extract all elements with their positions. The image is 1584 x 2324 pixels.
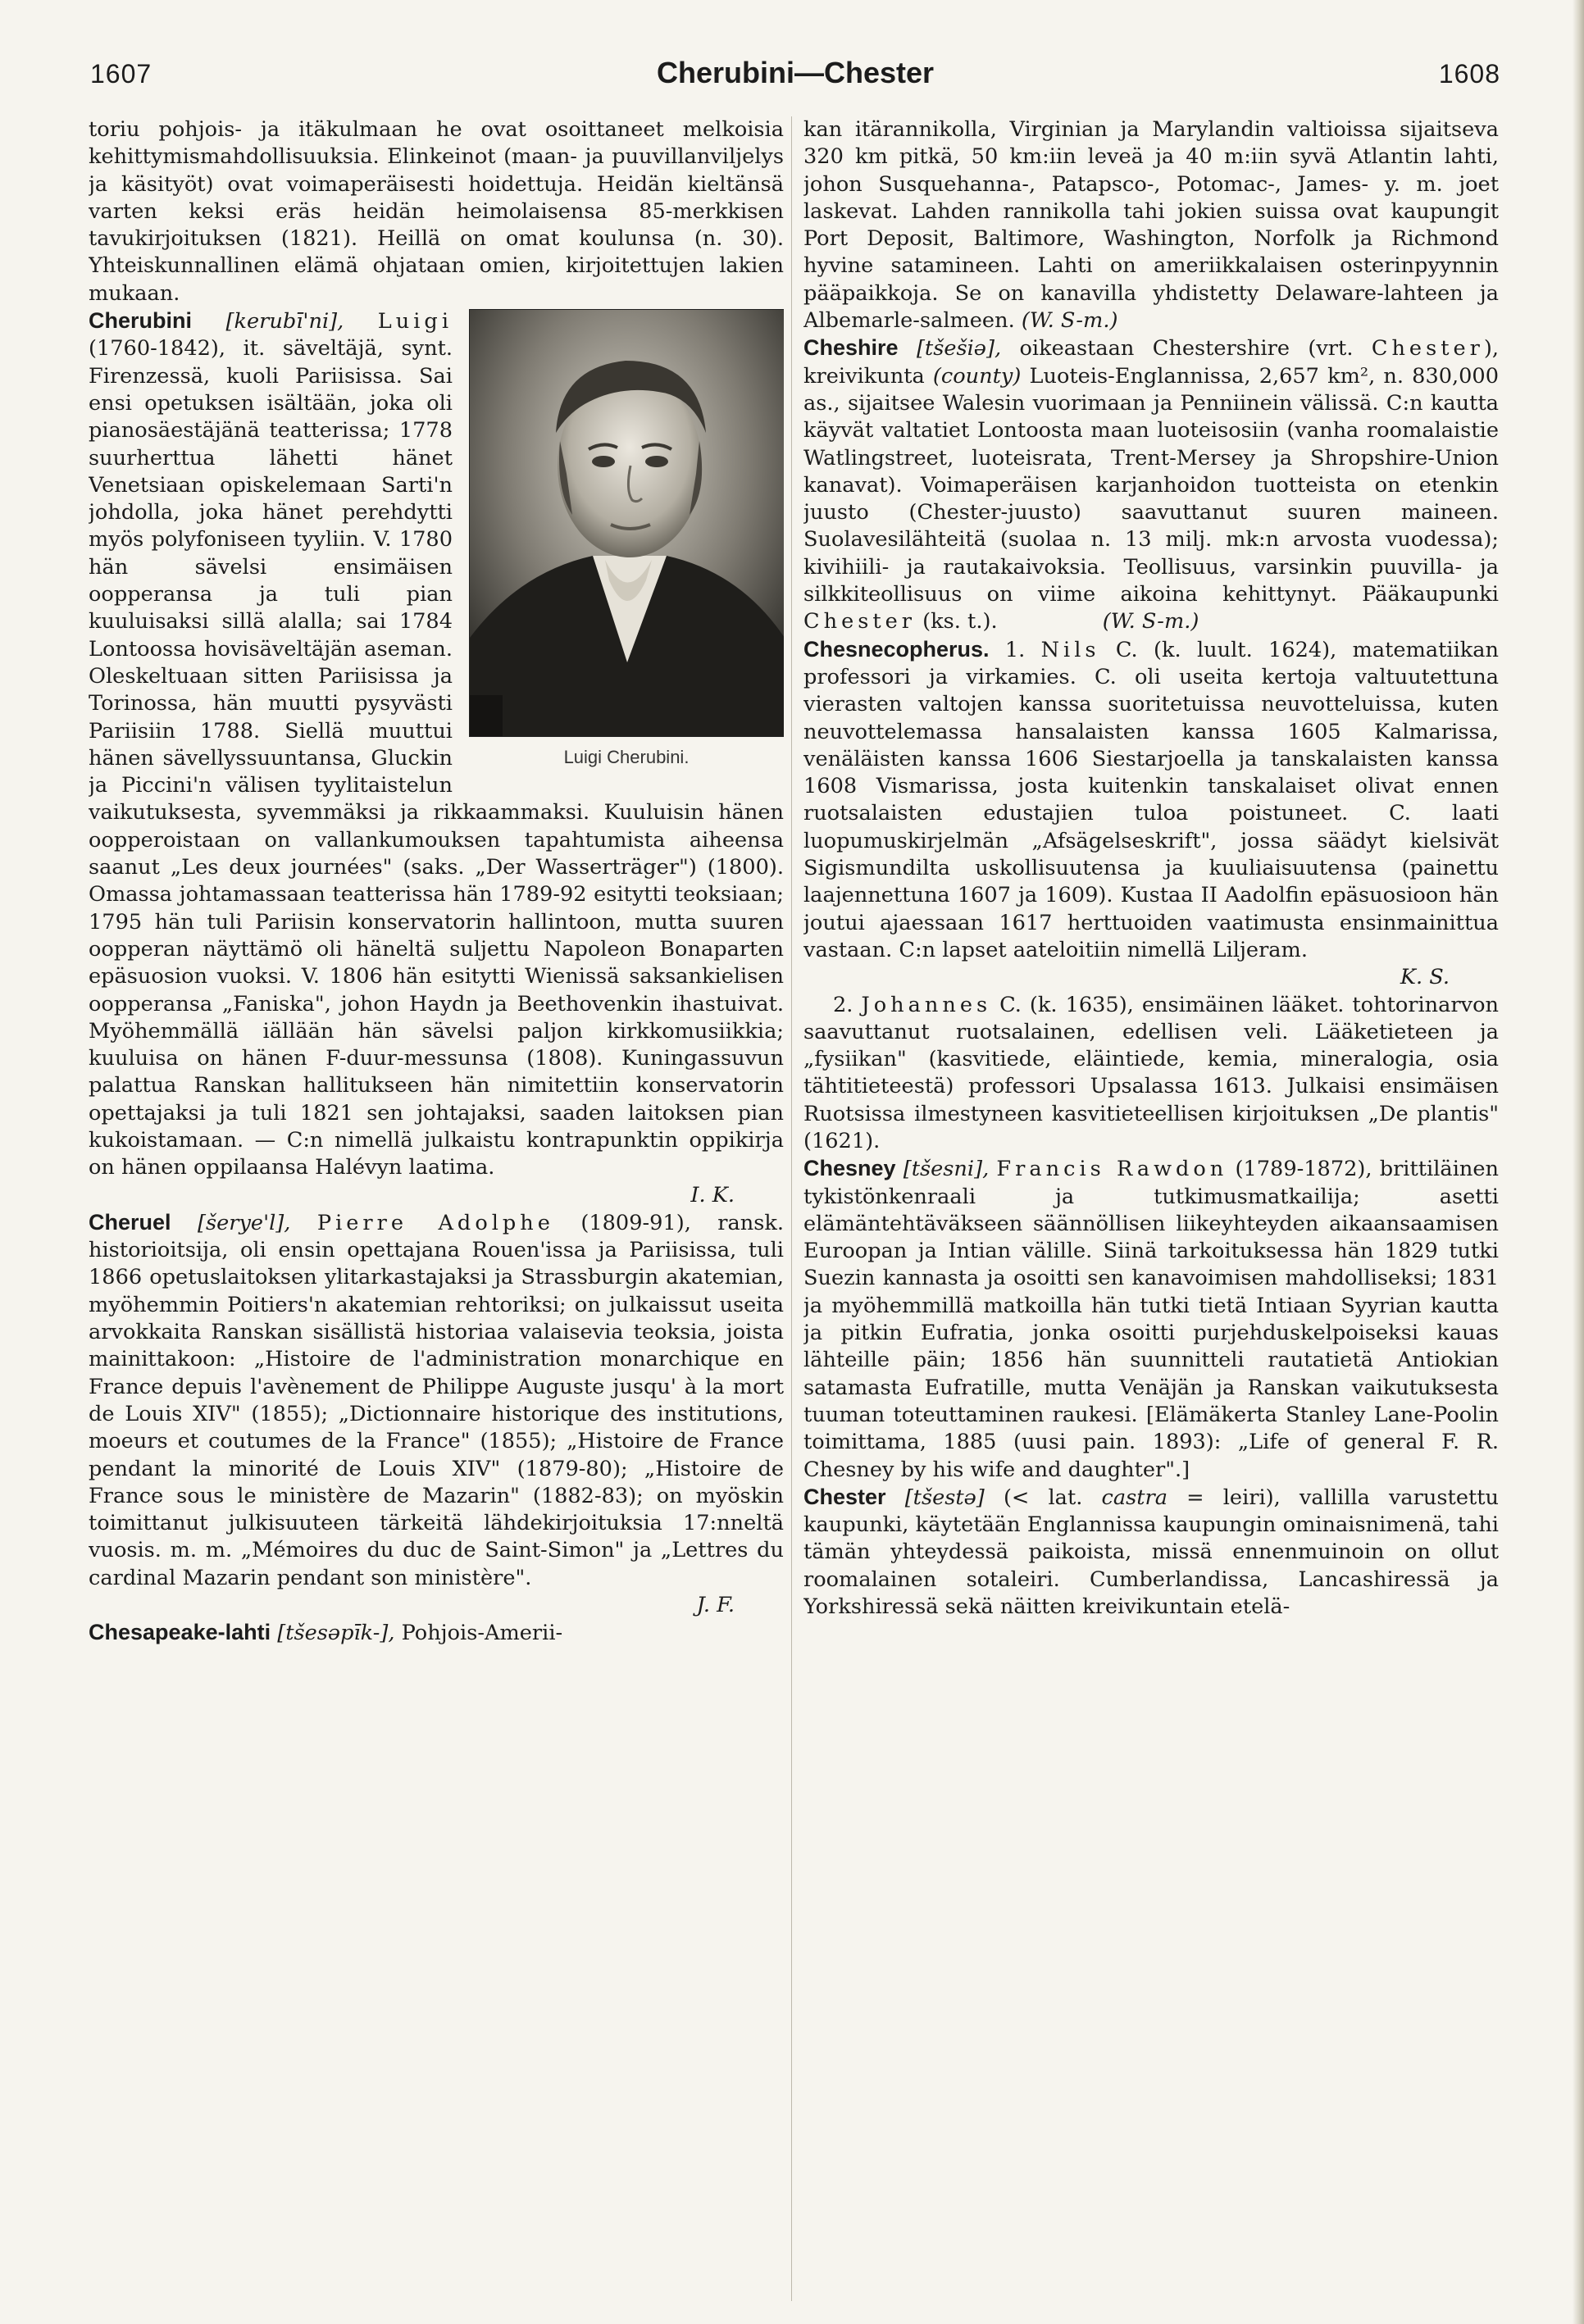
- pronunciation: [šeryе'l],: [197, 1210, 291, 1235]
- right-page-number: 1608: [1438, 59, 1500, 89]
- entry-chesnecopherus: [803, 636, 1499, 992]
- entry-chesapeake-continued: [803, 116, 1499, 334]
- portrait-image: [469, 309, 784, 737]
- author-signature: K. S.: [1400, 965, 1450, 990]
- entry-headword: Cheshire: [803, 335, 899, 361]
- entry-text: (ks. t.).: [922, 609, 998, 634]
- given-name: Johannes: [861, 992, 992, 1017]
- cross-reference: Chester: [1371, 336, 1484, 362]
- entry-number: 2.: [833, 992, 853, 1017]
- given-name: Francis Rawdon: [996, 1157, 1228, 1182]
- entry-text: C. (k. luult. 1624), matematiikan professori ja virkamies. C. oli useita kertoja valtuutettuna vierasten valtojen kanssa suoritetuissa neuvotteluissa, kuten neuvottelemassa hansalaisten kanssa 1605 Kalmarissa, venäläisten kanssa 1606 Siestarjoella ja tanskalaisten kanssa 1608 Vismarissa, josta kuitenkin tanskalaiset olivat ennen ruotsalaisten edustajien tuloa poistuneet. C. laati luopumuskirjelmän „Afsägelseskrift", jossa säädyt kielsivät Sigismundilta uskollisuutensa ja kuuliaisuutensa (painettu laajennettuna 1607 ja 1609). Kustaa II Aadolfin epäsuosioon hän joutui ajaessaan 1617 herttuoiden vaatimusta ensinmainittua vastaan. C:n lapset aateloitiin nimellä Liljeram.: [803, 637, 1499, 962]
- entry-chester: [803, 1484, 1499, 1621]
- entry-chesnecopherus-2: [803, 992, 1499, 1156]
- given-name: Luigi: [377, 309, 453, 334]
- entry-headword: Chesapeake-lahti: [89, 1620, 271, 1645]
- page-edge: [1573, 0, 1584, 2324]
- left-page-number: 1607: [90, 59, 152, 89]
- entry-chesapeake: [89, 1619, 784, 1647]
- page-header: [90, 56, 1500, 97]
- entry-text: (1789-1872), brittiläinen tykistönkenraali ja tutkimusmatkailija; asetti elämäntehtäväkseen säännöllisen liikeyhteyden aikaansaamisen Euroopan ja Intian välille. Siinä tarkoituksessa hän 1829 tutki Suezin kannasta ja osoitti sen kanavoimisen mahdolliseksi; 1831 ja myöhemmillä matkoilla hän tutki tietä Intiaan Syyrian kautta ja pitkin Eufratia, jonka osoitti purjehduskelpoiseksi kauas lähteille päin; 1856 hän suunnitteli rautatietä Antiokian satamasta Eufratille, mutta Venäjän ja Ranskan vaikutuksesta tuuman toteuttaminen raukesi. [Elämäkerta Stanley Lane-Poolin toimittama, 1885 (uusi pain. 1893): „Life of general F. R. Chesney by his wife and daughter".]: [803, 1157, 1499, 1482]
- term-note: (county): [932, 363, 1022, 389]
- entry-text: C. (k. 1635), ensimäinen lääket. tohtorinarvon saavuttanut ruotsalainen, edellisen veli. Lääketieteen ja „fysiikan" (kasvitiede, eläintiede, kemia, mineralogia, osia tähtitieteestä) professori Upsalassa 1613. Julkaisi ensimäisen Ruotsissa ilmestyneen kasvitieteellisen kirjoituksen „De plantis" (1621).: [803, 992, 1499, 1153]
- portrait-figure: [469, 309, 784, 773]
- pronunciation: [tšestə]: [904, 1485, 985, 1510]
- portrait-caption: Luigi Cherubini.: [563, 747, 690, 768]
- entry-chesney: [803, 1155, 1499, 1484]
- left-column: [89, 116, 784, 2301]
- author-signature: (W. S-m.): [1021, 308, 1118, 334]
- pronunciation: [tšesəpīk-],: [277, 1621, 395, 1646]
- entry-headword: Chesnecopherus.: [803, 636, 990, 662]
- entry-headword: Chester: [803, 1484, 886, 1509]
- continued-paragraph: toriu pohjois- ja itäkulmaan he ovat osoittaneet melkoisia kehittymismahdollisuuksia. Elinkeinot (maan- ja puuvillanviljelys ja käsityöt) ovat voimaperäisesti hoidettuja. Heidän kieltänsä varten keksi eräs heidän heimolaisensa 85-merkkisen tavukirjoituksen (1821). Heillä on omat koulunsa (n. 30). Yhteiskunnallinen elämä ohjataan omien, kirjoitettujen lakien mukaan.: [89, 117, 784, 306]
- given-name: Pierre Adolphe: [316, 1210, 554, 1235]
- entry-headword: Cherubini: [89, 308, 192, 334]
- entry-number: 1.: [1004, 637, 1026, 662]
- pronunciation: [tšesni],: [903, 1157, 990, 1182]
- entry-text: (1809-91), ransk. historioitsija, oli ensin opettajana Rouen'issa ja Pariisissa, tuli 1866 opetuslaitoksen ylitarkastajaksi ja Strassburgin akatemian, myöhemmin Poitiers'n akatemian rehtoriksi; on julkaissut useita arvokkaita Ranskan sisällistä historiaa valaisevia teoksia, joista mainittakoon: „Histoire de l'administration monarchique en France depuis l'avènement de Philippe Auguste jusqu' à la mort de Louis XIV" (1855); „Dictionnaire historique des institutions, moeurs et coutumes de la France" (1855); „Histoire de France pendant la minorité de Louis XIV" (1879-80); „Histoire de France sous le ministère de Mazarin" (1882-83); on myöskin toimittanut julkisuuteen tärkeitä lähdekirjoituksia 17:nneltä vuosis. m. m. „Mémoires du duc de Saint-Simon" ja „Lettres du cardinal Mazarin pendant son ministère".: [89, 1210, 784, 1590]
- entry-text: oikeastaan Chestershire (vrt.: [1019, 336, 1354, 362]
- pronunciation: [tšešiə],: [916, 336, 1002, 362]
- entry-cheruel: [89, 1209, 784, 1619]
- given-name: Nils: [1040, 637, 1100, 662]
- entry-text: (1760-1842), it. säveltäjä, synt. Firenzessä, kuoli Pariisissa. Sai ensi opetuksen isältään, joka oli pianosäestäjänä teatterissa; 1778 suurherttua lähetti hänet Venetsiaan opiskelemaan Sarti'n johdolla, joka hänet perehdytti myös polyfoniseen tyyliin. V. 1780 hän sävelsi ensimäisen oopperansa ja tuli pian kuuluisaksi sillä alalla; sai 1784 Lontoossa hovisäveltäjän aseman. Oleskeltuaan sitten Pariisissa ja Torinossa, hän muutti pysyvästi Pariisiin 1788. Siellä muuttui hänen sävellyssuuntansa, Gluckin ja Piccini'n välisen tyylitaistelun vaikutuksesta, syvemmäksi ja rikkaammaksi. Kuuluisin hänen oopperoistaan on vallankumouksen tapahtumista aiheensa saanut „Les deux journées" (saks. „Der Wasserträger") (1800). Omassa johtamassaan teatterissa hän 1789-92 esitytti teoksiaan; 1795 hän tuli Pariisin konservatorin hallintoon, mutta suuren oopperan näyttämö oli häneltä suljettu Napoleon Bonaparten epäsuosion vuoksi. V. 1806 hän esitytti Wienissä saksankielisen oopperansa „Faniska", johon Haydn ja Beethovenkin ihastuivat. Myöhemmällä iällään hän sävelsi paljon kirkkomusiikkia; kuuluisa on hänen F-duur-messunsa (1808). Kuningassuvun palattua Ranskan hallitukseen hän nimitettiin konservatorin opettajaksi ja tuli 1821 sen johtajaksi, saaden laitoksen pian kukoistamaan. — C:n nimellä julkaistu kontrapunktin oppikirja on hänen oppilaansa Halévyn laatima.: [89, 336, 784, 1180]
- entry-cherubini: [89, 307, 784, 1209]
- column-divider: [791, 116, 792, 2301]
- pronunciation: [kerubī'ni],: [225, 309, 344, 334]
- entry-cheshire: [803, 334, 1499, 635]
- entry-text: ), kreivikunta: [803, 336, 1499, 389]
- author-signature: (W. S-m.): [1102, 609, 1199, 634]
- entry-text: Pohjois-Amerii-: [401, 1621, 563, 1646]
- entry-text: (< lat.: [1003, 1485, 1083, 1510]
- entry-text: kan itärannikolla, Virginian ja Marylandin valtioissa sijaitseva 320 km pitkä, 50 km:iin leveä ja 40 m:iin syvä Atlantin lahti, johon Susquehanna-, Patapsco-, Potomac-, James- y. m. joet laskevat. Lahden rannikolla tahi jokien suissa ovat kaupungit Port Deposit, Baltimore, Washington, Norfolk ja Richmond hyvine satamineen. Lahti on ameriikkalaisen osterinpyynnin pääpaikkoja. Se on kanavilla yhdistetty Delaware-lahteen ja Albemarle-salmeen.: [803, 117, 1499, 334]
- entry-headword: Cheruel: [89, 1209, 171, 1235]
- entry-text: = leiri), vallilla varustettu kaupunki, käytetään Englannissa kaupungin ominaisnimenä, tahi tämän yhteydessä paikoista, missä ennenmuinoin on ollut roomalainen sotaleiri. Cumberlandissa, Lancashiressä ja Yorkshiressä sekä näitten kreivikuntain etelä-: [803, 1485, 1499, 1620]
- cross-reference: Chester: [803, 609, 917, 634]
- latin-term: castra: [1101, 1485, 1168, 1510]
- portrait-engraving: [470, 310, 784, 736]
- right-column: [803, 116, 1499, 2301]
- running-title: Cherubini—Chester: [656, 56, 935, 89]
- entry-text: Luoteis-Englannissa, 2,657 km², n. 830,000 as., sijaitsee Walesin vuorimaan ja Penniinein välissä. C:n kautta käyvät valtatiet Lontoosta maan luoteisosiin (vanha roomalaistie Watlingstreet, luoteisrata, Trent-Mersey ja Shropshire-Union kanavat). Voimaperäisen karjanhoidon tuotteista on etenkin juusto (Chester-juusto) saavuttanut suuren maineen. Suolavesilähteitä (suolaa n. 13 milj. mk:n arvosta vuodessa); kivihiili- ja rautakaivoksia. Teollisuus, varsinkin puuvilla- ja silkkiteollisuus on viime aikoina kehittynyt. Pääkaupunki: [803, 363, 1499, 607]
- entry-headword: Chesney: [803, 1156, 896, 1181]
- author-signature: I. K.: [690, 1182, 735, 1207]
- author-signature: J. F.: [696, 1593, 735, 1618]
